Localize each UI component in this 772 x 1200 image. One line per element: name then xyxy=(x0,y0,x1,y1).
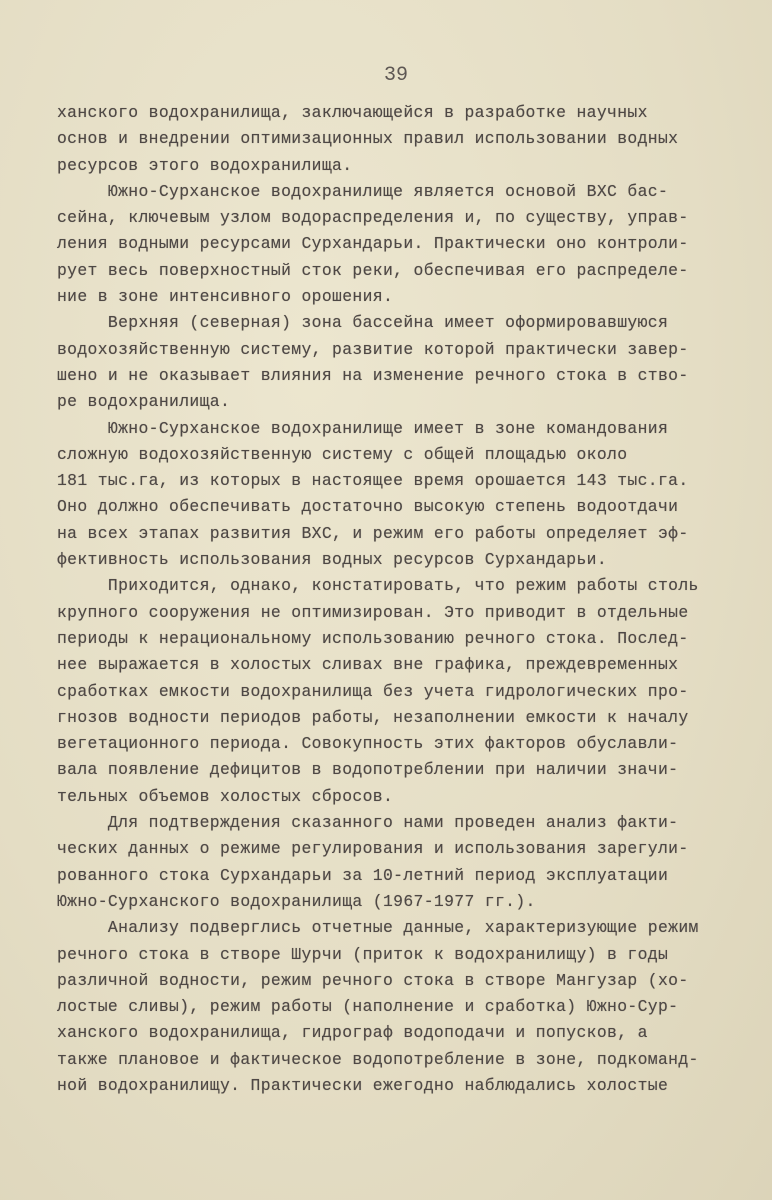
text-line: ние в зоне интенсивного орошения. xyxy=(57,287,394,307)
text-line: ной водохранилищу. Практически ежегодно наблюдались холостые xyxy=(57,1075,669,1095)
text-line: сработках емкости водохранилища без учета гидрологических про- xyxy=(57,681,689,701)
text-line: сейна, ключевым узлом водораспределения и, по существу, управ- xyxy=(57,208,689,228)
text-line: водохозяйственную систему, развитие которой практически завер- xyxy=(57,339,689,359)
text-line: Верхняя (северная) зона бассейна имеет оформировавшуюся xyxy=(57,313,669,333)
text-line: различной водности, режим речного стока в створе Мангузар (хо- xyxy=(57,970,689,990)
text-line: рует весь поверхностный сток реки, обеспечивая его распределе- xyxy=(57,260,689,280)
text-line: ханского водохранилища, заключающейся в разработке научных xyxy=(57,103,648,122)
text-line: Южно-Сурханское водохранилище имеет в зоне командования xyxy=(57,418,669,438)
body-text xyxy=(57,100,757,1099)
text-line: гнозов водности периодов работы, незаполнении емкости к началу xyxy=(57,707,689,727)
text-line: рованного стока Сурхандарьи за 10-летний период эксплуатации xyxy=(57,865,669,885)
text-line: вегетационного периода. Совокупность этих факторов обуславли- xyxy=(57,734,679,754)
text-line: ханского водохранилища, гидрограф водоподачи и попусков, а xyxy=(57,1023,648,1043)
page-number: 39 xyxy=(384,64,409,87)
text-line: сложную водохозяйственную систему с общей площадью около xyxy=(57,444,628,464)
text-line: ресурсов этого водохранилища. xyxy=(57,155,353,175)
text-line: Приходится, однако, констатировать, что режим работы столь xyxy=(57,576,699,596)
text-line: также плановое и фактическое водопотребление в зоне, подкоманд- xyxy=(57,1049,699,1069)
text-line: речного стока в створе Шурчи (приток к водохранилищу) в годы xyxy=(57,944,669,964)
text-line: ческих данных о режиме регулирования и использования зарегули- xyxy=(57,839,689,859)
text-line: шено и не оказывает влияния на изменение речного стока в ство- xyxy=(57,365,689,385)
text-line: крупного сооружения не оптимизирован. Это приводит в отдельные xyxy=(57,602,689,622)
text-line: 181 тыс.га, из которых в настоящее время орошается 143 тыс.га. xyxy=(57,471,689,491)
text-line: периоды к нерациональному использованию речного стока. Послед- xyxy=(57,628,689,648)
text-line: ления водными ресурсами Сурхандарьи. Практически оно контроли- xyxy=(57,234,689,254)
text-line: фективность использования водных ресурсов Сурхандарьи. xyxy=(57,550,608,570)
text-line: вала появление дефицитов в водопотреблении при наличии значи- xyxy=(57,760,679,780)
text-line: Оно должно обеспечивать достаточно высокую степень водоотдачи xyxy=(57,497,679,517)
text-line: Для подтверждения сказанного нами проведен анализ факти- xyxy=(57,813,679,833)
text-line: ре водохранилища. xyxy=(57,392,231,412)
text-line: нее выражается в холостых сливах вне графика, преждевременных xyxy=(57,655,679,675)
text-line: Южно-Сурханское водохранилище является основой ВХС бас- xyxy=(57,181,669,201)
text-line: тельных объемов холостых сбросов. xyxy=(57,786,394,806)
text-line: Анализу подверглись отчетные данные, характеризующие режим xyxy=(57,918,699,938)
text-line: на всех этапах развития ВХС, и режим его работы определяет эф- xyxy=(57,523,689,543)
text-line: Южно-Сурханского водохранилища (1967-1977 гг.). xyxy=(57,891,536,911)
text-line: лостые сливы), режим работы (наполнение и сработка) Южно-Сур- xyxy=(57,997,679,1017)
text-line: основ и внедрении оптимизационных правил использовании водных xyxy=(57,129,679,149)
